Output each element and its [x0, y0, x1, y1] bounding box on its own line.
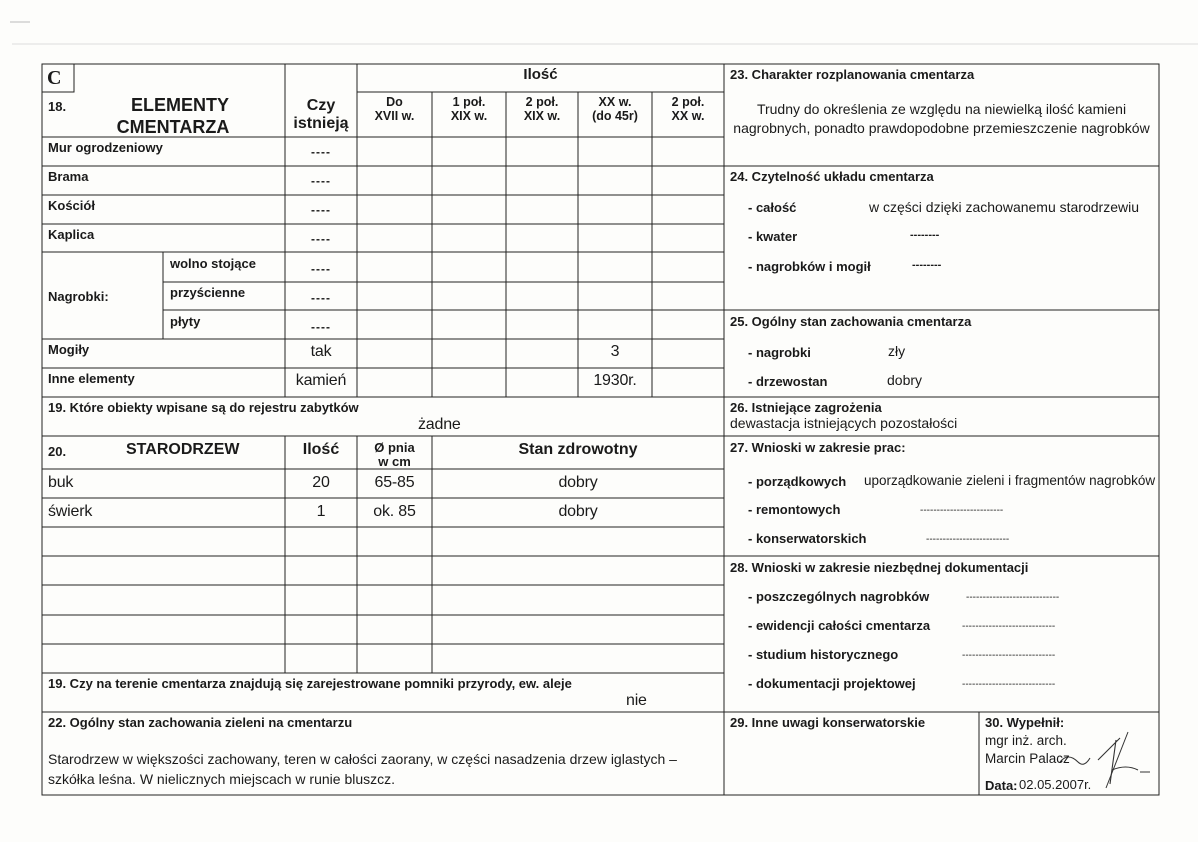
section-23-text-line2: nagrobnych, ponadto prawdopodobne przemieszczenie nagrobków: [733, 120, 1150, 136]
gravestone-wall-exists: ----: [311, 291, 331, 305]
period-header-2-l1: 1 poł.: [452, 95, 486, 109]
graves-exists: tak: [310, 343, 332, 360]
header-exists-line2: istnieją: [293, 115, 349, 132]
gravestone-slabs-exists: ----: [311, 320, 331, 334]
row-label-gate: Brama: [48, 169, 89, 184]
section-27-item-3-value: -------------------------: [926, 534, 1010, 545]
gravestone-slabs-label: płyty: [170, 314, 201, 329]
section-25-label: 25. Ogólny stan zachowania cmentarza: [730, 314, 972, 329]
section-28-item-3-label: - studium historycznego: [748, 647, 899, 662]
section-28-item-3-value: ----------------------------: [962, 650, 1056, 661]
other-elements-date: 1930r.: [593, 372, 637, 389]
header-exists-line1: Czy: [306, 97, 336, 114]
corner-letter: C: [47, 67, 62, 89]
section-18-title-line2: CMENTARZA: [116, 117, 230, 137]
section-18-number: 18.: [48, 99, 67, 114]
section-24-label: 24. Czytelność układu cmentarza: [730, 169, 934, 184]
section-27-item-2-label: - remontowych: [748, 502, 841, 517]
graves-label: Mogiły: [48, 342, 90, 357]
period-header-2-l2: XIX w.: [450, 109, 488, 123]
graves-count-xx: 3: [610, 343, 620, 360]
section-30-name: Marcin Palacz: [985, 751, 1070, 766]
section-25-item-2-label: - drzewostan: [748, 374, 828, 389]
section-24-item-2-value: --------: [910, 229, 940, 241]
period-header-1-l2: XVII w.: [374, 109, 415, 123]
section-26-label: 26. Istniejące zagrożenia: [730, 400, 882, 415]
section-28-item-1-label: - poszczególnych nagrobków: [748, 589, 930, 604]
section-22-text-line2: szkółka leśna. W nielicznych miejscach w runie bluszcz.: [48, 771, 396, 787]
section-27-label: 27. Wnioski w zakresie prac:: [730, 440, 906, 455]
section-28-item-2-value: ----------------------------: [962, 621, 1056, 632]
gravestones-label: Nagrobki:: [48, 289, 109, 304]
tree-row-1-health: dobry: [558, 474, 598, 491]
section-25-item-1-label: - nagrobki: [748, 345, 811, 360]
tree-row-1-qty: 20: [312, 474, 330, 491]
section-26-text: dewastacja istniejących pozostałości: [730, 415, 958, 431]
period-header-3-l1: 2 poł.: [525, 95, 559, 109]
other-elements-exists: kamień: [295, 372, 347, 389]
section-27-item-3-label: - konserwatorskich: [748, 531, 867, 546]
gravestone-freestanding-exists: ----: [311, 262, 331, 276]
section-19b-value: nie: [626, 692, 647, 709]
tree-row-2-health: dobry: [558, 503, 598, 520]
period-header-1-l1: Do: [386, 95, 403, 109]
section-20-title: STARODRZEW: [126, 441, 240, 458]
section-25-item-1-value: zły: [888, 343, 906, 359]
section-24-item-1-label: - całość: [748, 200, 797, 215]
period-header-5-l2: XX w.: [671, 109, 705, 123]
section-24-item-3-label: - nagrobków i mogił: [748, 259, 871, 274]
section-23-label: 23. Charakter rozplanowania cmentarza: [730, 67, 975, 82]
section-23-text-line1: Trudny do określenia ze względu na niewielką ilość kamieni: [756, 101, 1127, 117]
period-header-4-l2: (do 45r): [592, 109, 638, 123]
section-19a-value: żadne: [418, 416, 461, 433]
section-20-diameter-header-l2: w cm: [378, 454, 411, 469]
gravestone-freestanding-label: wolno stojące: [170, 256, 256, 271]
row-label-chapel: Kaplica: [48, 227, 95, 242]
row-exists-chapel: ----: [311, 232, 331, 246]
section-28-label: 28. Wnioski w zakresie niezbędnej dokumentacji: [730, 560, 1029, 575]
section-24-item-1-value: w części dzięki zachowanemu starodrzewiu: [869, 199, 1139, 215]
section-27-item-1-value: uporządkowanie zieleni i fragmentów nagrobków: [864, 473, 1156, 488]
section-20-diameter-header-l1: Ø pnia: [374, 440, 415, 455]
section-19b-label: 19. Czy na terenie cmentarza znajdują się zarejestrowane pomniki przyrody, ew. aleje: [48, 676, 572, 691]
section-22-label: 22. Ogólny stan zachowania zieleni na cmentarzu: [48, 715, 353, 730]
section-27-item-2-value: -------------------------: [920, 505, 1004, 516]
section-20-quantity-header: Ilość: [302, 441, 340, 458]
tree-row-2-qty: 1: [316, 503, 326, 520]
row-exists-gate: ----: [311, 174, 331, 188]
section-29-label: 29. Inne uwagi konserwatorskie: [730, 715, 926, 730]
section-30-date-label: Data:: [985, 778, 1018, 793]
other-elements-label: Inne elementy: [48, 371, 135, 386]
tree-row-1-diameter: 65-85: [374, 474, 415, 491]
section-28-item-4-label: - dokumentacji projektowej: [748, 676, 916, 691]
section-19a-label: 19. Które obiekty wpisane są do rejestru zabytków: [48, 400, 359, 415]
section-28-item-2-label: - ewidencji całości cmentarza: [748, 618, 931, 633]
section-20-number: 20.: [48, 444, 67, 459]
section-18-title-line1: ELEMENTY: [130, 95, 229, 115]
section-30-title: mgr inż. arch.: [985, 733, 1067, 748]
period-header-3-l2: XIX w.: [523, 109, 561, 123]
section-24-item-3-value: --------: [912, 259, 942, 271]
period-header-4-l1: XX w.: [598, 95, 632, 109]
row-label-wall: Mur ogrodzeniowy: [48, 140, 163, 155]
section-25-item-2-value: dobry: [887, 372, 923, 388]
section-28-item-4-value: ----------------------------: [962, 679, 1056, 690]
row-exists-wall: ----: [311, 145, 331, 159]
tree-row-1-species: buk: [48, 474, 74, 491]
section-27-item-1-label: - porządkowych: [748, 474, 847, 489]
tree-row-2-diameter: ok. 85: [373, 503, 416, 520]
section-30-date-value: 02.05.2007r.: [1019, 777, 1092, 792]
gravestone-wall-label: przyścienne: [170, 285, 246, 300]
section-28-item-1-value: ----------------------------: [966, 592, 1060, 603]
period-header-5-l1: 2 poł.: [671, 95, 705, 109]
section-30-label: 30. Wypełnił:: [985, 715, 1065, 730]
section-20-health-header: Stan zdrowotny: [518, 441, 638, 458]
section-24-item-2-label: - kwater: [748, 229, 798, 244]
row-exists-church: ----: [311, 203, 331, 217]
header-quantity: Ilość: [523, 66, 558, 83]
tree-row-2-species: świerk: [48, 503, 93, 520]
section-22-text-line1: Starodrzew w większości zachowany, teren w całości zaorany, w części nasadzenia drzew iglastych –: [48, 751, 677, 767]
row-label-church: Kościół: [48, 198, 95, 213]
